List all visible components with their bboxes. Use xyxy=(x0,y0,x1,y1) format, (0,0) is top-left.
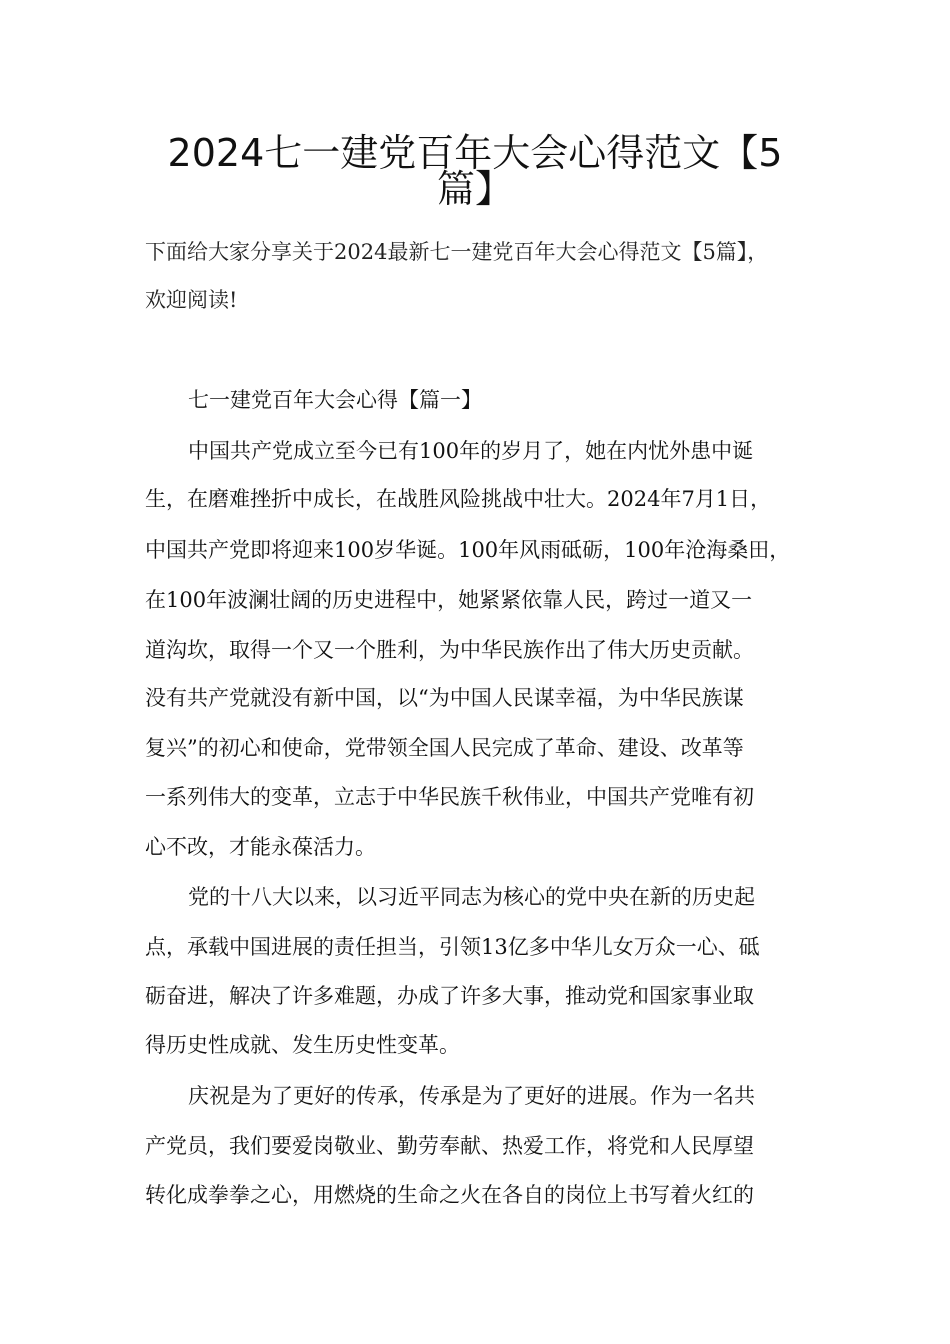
paragraph-line: 中国共产党即将迎来100岁华诞。100年风雨砥砺，100年沧海桑田， xyxy=(145,538,791,562)
paragraph-line: 生，在磨难挫折中成长，在战胜风险挑战中壮大。2024年7月1日， xyxy=(145,487,772,511)
section-heading: 七一建党百年大会心得【篇一】 xyxy=(188,388,482,412)
document-title-line-2: 篇】 xyxy=(436,167,513,211)
paragraph-line: 复兴”的初心和使命，党带领全国人民完成了革命、建设、改革等 xyxy=(145,736,744,760)
paragraph-line: 在100年波澜壮阔的历史进程中，她紧紧依靠人民，跨过一道又一 xyxy=(145,588,753,612)
paragraph-line: 产党员，我们要爱岗敬业、勤劳奉献、热爱工作，将党和人民厚望 xyxy=(145,1134,754,1158)
document-title-line-1: 2024七一建党百年大会心得范文【5 xyxy=(167,131,783,175)
paragraph-line: 转化成拳拳之心，用燃烧的生命之火在各自的岗位上书写着火红的 xyxy=(145,1183,754,1207)
intro-line: 下面给大家分享关于2024最新七一建党百年大会心得范文【5篇】， xyxy=(145,240,769,264)
paragraph-line: 一系列伟大的变革，立志于中华民族千秋伟业，中国共产党唯有初 xyxy=(145,785,754,809)
paragraph-line: 没有共产党就没有新中国，以“为中国人民谋幸福，为中华民族谋 xyxy=(145,686,744,710)
paragraph-line: 党的十八大以来，以习近平同志为核心的党中央在新的历史起 xyxy=(188,885,755,909)
paragraph-line: 砺奋进，解决了许多难题，办成了许多大事，推动党和国家事业取 xyxy=(145,984,754,1008)
paragraph-line: 中国共产党成立至今已有100年的岁月了，她在内忧外患中诞 xyxy=(188,439,754,463)
paragraph-line: 点，承载中国进展的责任担当，引领13亿多中华儿女万众一心、砥 xyxy=(145,935,760,959)
paragraph-line: 道沟坎，取得一个又一个胜利，为中华民族作出了伟大历史贡献。 xyxy=(145,638,754,662)
intro-line: 欢迎阅读! xyxy=(145,288,238,312)
paragraph-line: 庆祝是为了更好的传承，传承是为了更好的进展。作为一名共 xyxy=(188,1084,755,1108)
paragraph-line: 得历史性成就、发生历史性变革。 xyxy=(145,1033,460,1057)
paragraph-line: 心不改，才能永葆活力。 xyxy=(145,835,376,859)
